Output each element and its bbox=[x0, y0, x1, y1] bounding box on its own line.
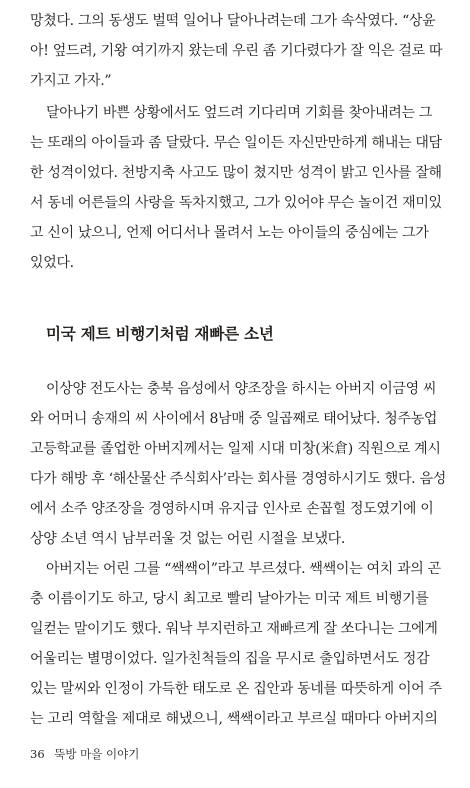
text-line: 이상양 전도사는 충북 음성에서 양조장을 하시는 아버지 이금영 씨 bbox=[46, 381, 437, 397]
paragraph-1 bbox=[30, 6, 448, 96]
text-line: 있는 말씨와 인정이 가득한 태도로 온 집안과 동네를 따뜻하게 이어 주 bbox=[30, 681, 442, 697]
text-line: 가지고 가자.” bbox=[30, 73, 112, 89]
paragraph-3 bbox=[30, 374, 448, 554]
text-line: 망쳤다. 그의 동생도 벌떡 일어나 달아나려는데 그가 속삭였다. “상윤 bbox=[30, 13, 436, 29]
text-line: 와 어머니 송재의 씨 사이에서 8남매 중 일곱째로 태어났다. 청주농업 bbox=[30, 411, 438, 427]
page-number: 36 bbox=[30, 747, 45, 761]
text-line: 아! 엎드려, 기왕 여기까지 왔는데 우린 좀 기다렸다가 잘 익은 걸로 따 bbox=[30, 43, 443, 59]
page-footer bbox=[30, 746, 139, 762]
text-line: 고 신이 났으니, 언제 어디서나 몰려서 노는 아이들의 중심에는 그가 bbox=[30, 225, 429, 241]
text-line: 고등학교를 졸업한 아버지께서는 일제 시대 미창(米倉) 직원으로 계시 bbox=[30, 441, 441, 457]
paragraph-4 bbox=[30, 554, 448, 734]
text-line: 서 동네 어른들의 사랑을 독차지했고, 그가 있어야 무슨 놀이건 재미있 bbox=[30, 195, 442, 211]
text-line: 일컫는 말이기도 했다. 워낙 부지런하고 재빠르게 잘 쏘다니는 그에게 bbox=[30, 621, 438, 637]
text-line: 있었다. bbox=[30, 255, 74, 271]
text-line: 다가 해방 후 ‘해산물산 주식회사’라는 회사를 경영하시기도 했다. 음성 bbox=[30, 471, 446, 487]
section-heading: 미국 제트 비행기처럼 재빠른 소년 bbox=[46, 325, 274, 343]
text-line: 에서 소주 양조장을 경영하시며 유지급 인사로 손꼽힐 정도였기에 이 bbox=[30, 501, 434, 517]
text-line: 는 고리 역할을 제대로 해냈으니, 쌕쌕이라고 부르실 때마다 아버지의 bbox=[30, 711, 438, 727]
text-line: 아버지는 어린 그를 “쌕쌕이”라고 부르셨다. 쌕쌕이는 여치 과의 곤 bbox=[46, 561, 441, 577]
text-line: 한 성격이었다. 천방지축 사고도 많이 쳤지만 성격이 밝고 인사를 잘해 bbox=[30, 165, 442, 181]
text-line: 달아나기 바쁜 상황에서도 엎드려 기다리며 기회를 찾아내려는 그 bbox=[46, 105, 433, 121]
paragraph-2 bbox=[30, 98, 448, 278]
text-line: 는 또래의 아이들과 좀 달랐다. 무슨 일이든 자신만만하게 해내는 대담 bbox=[30, 135, 442, 151]
text-line: 상양 소년 역시 남부러울 것 없는 어린 시절을 보냈다. bbox=[30, 531, 346, 547]
book-title: 뚝방 마을 이야기 bbox=[54, 747, 140, 761]
text-line: 충 이름이기도 하고, 당시 최고로 빨리 날아가는 미국 제트 비행기를 bbox=[30, 591, 429, 607]
text-line: 어울리는 별명이었다. 일가친척들의 집을 무시로 출입하면서도 정감 bbox=[30, 651, 430, 667]
